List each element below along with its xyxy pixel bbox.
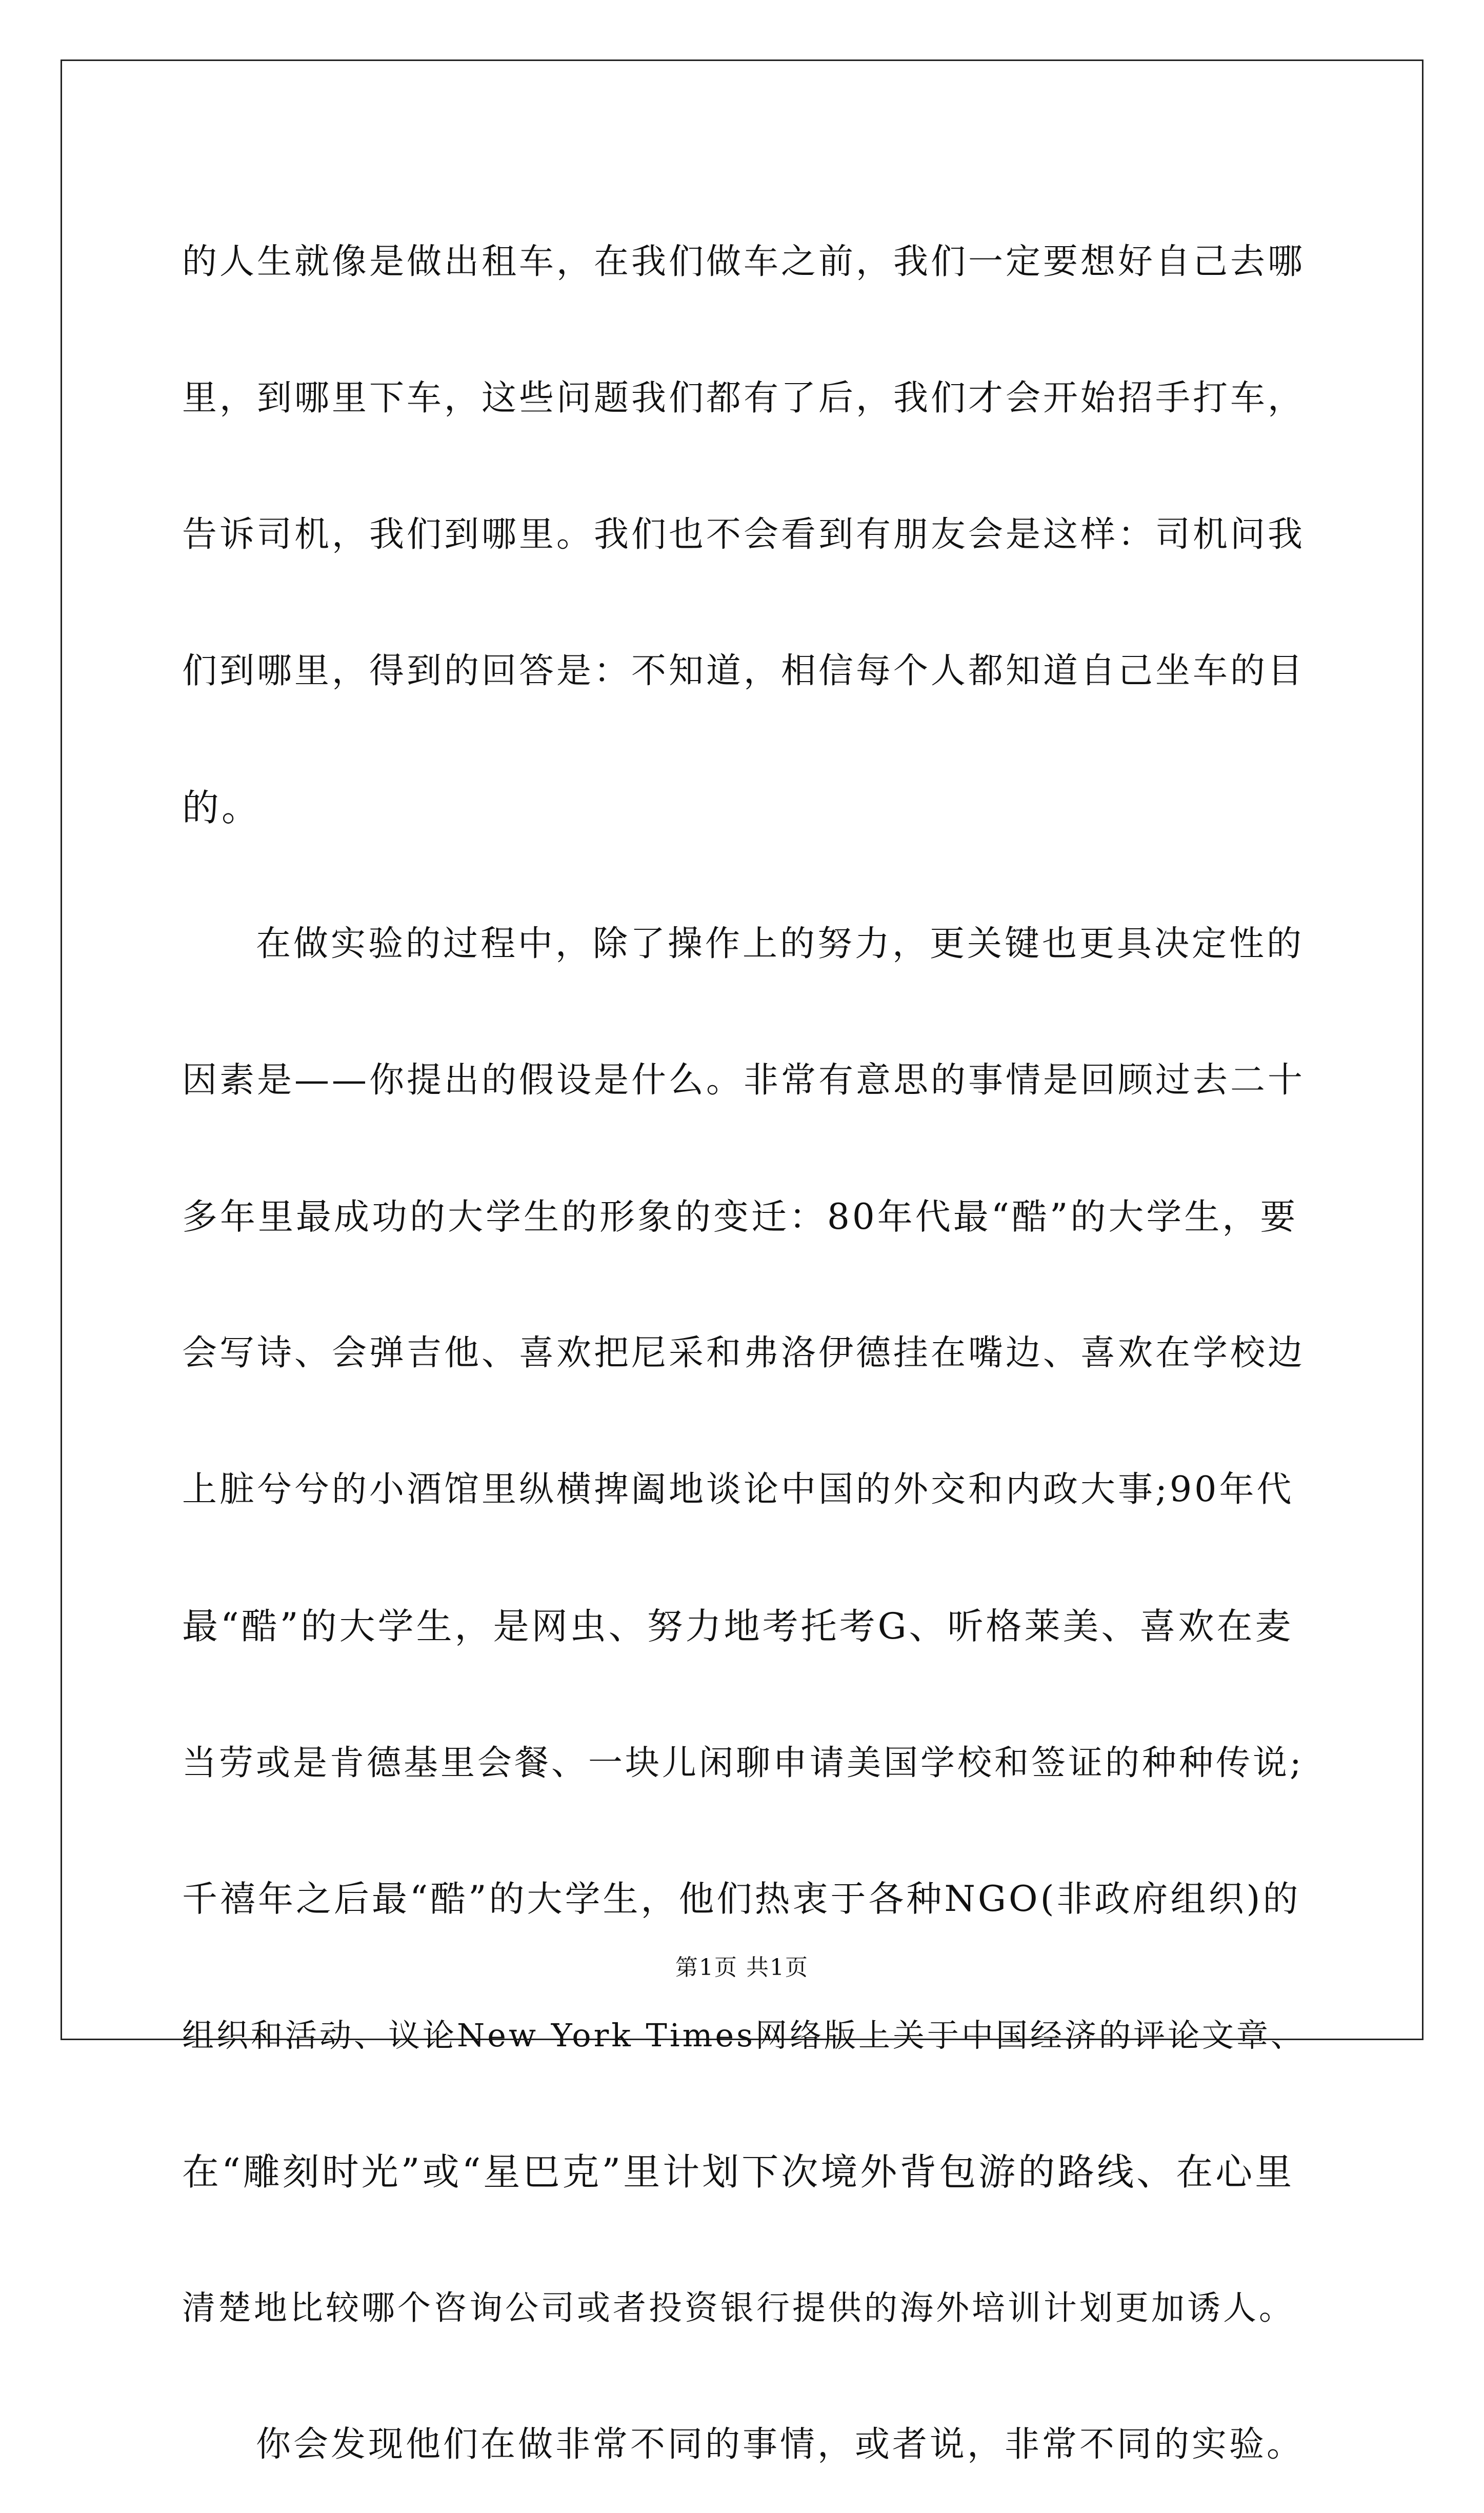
text-line: 在“雕刻时光”或“星巴克”里计划下次境外背包游的路线、在心里	[182, 2150, 1295, 2193]
text-line: 的人生就像是做出租车，在我们做车之前，我们一定要想好自己去哪	[182, 242, 1306, 282]
document-body	[182, 194, 1305, 2513]
text-line: 里，到哪里下车，这些问题我们都有了后，我们才会开始招手打车，	[182, 378, 1306, 418]
text-line: 会写诗、会弹吉他、喜欢把尼采和弗洛伊德挂在嘴边、喜欢在学校边	[182, 1333, 1306, 1373]
text-line: 的。	[182, 786, 262, 829]
text-line: 最“酷”的大学生，是网虫、努力地考托考G、听格莱美、喜欢在麦	[182, 1605, 1294, 1647]
text-line: 多年里最成功的大学生的形象的变迁：80年代最“酷”的大学生，要	[182, 1196, 1298, 1238]
text-line: 因素是——你提出的假设是什么。非常有意思的事情是回顾过去二十	[182, 1060, 1306, 1101]
text-line: 们到哪里，得到的回答是：不知道，相信每个人都知道自己坐车的目	[182, 651, 1306, 691]
text-line: 上脏兮兮的小酒馆里纵横捭阖地谈论中国的外交和内政大事;90年代	[182, 1469, 1294, 1510]
text-line: 清楚地比较哪个咨询公司或者投资银行提供的海外培训计划更加诱人。	[182, 2289, 1295, 2327]
paragraph-first-line: 你会发现他们在做非常不同的事情，或者说，非常不同的实验。	[256, 2424, 1305, 2465]
page-number-footer: 第1页 共1页	[675, 1954, 809, 1981]
text-line: 告诉司机，我们到哪里。我们也不会看到有朋友会是这样：司机问我	[182, 514, 1306, 555]
text-line: 千禧年之后最“酷”的大学生，他们热衷于各种NGO(非政府组织)的	[182, 1879, 1301, 1920]
paragraph-first-line: 在做实验的过程中，除了操作上的努力，更关键也更具决定性的	[256, 924, 1305, 964]
text-line: 组织和活动、议论New York Times网络版上关于中国经济的评论文章、	[182, 2017, 1305, 2054]
text-line: 当劳或是肯德基里会餐、一块儿闲聊申请美国学校和签证的种种传说;	[182, 1743, 1304, 1783]
